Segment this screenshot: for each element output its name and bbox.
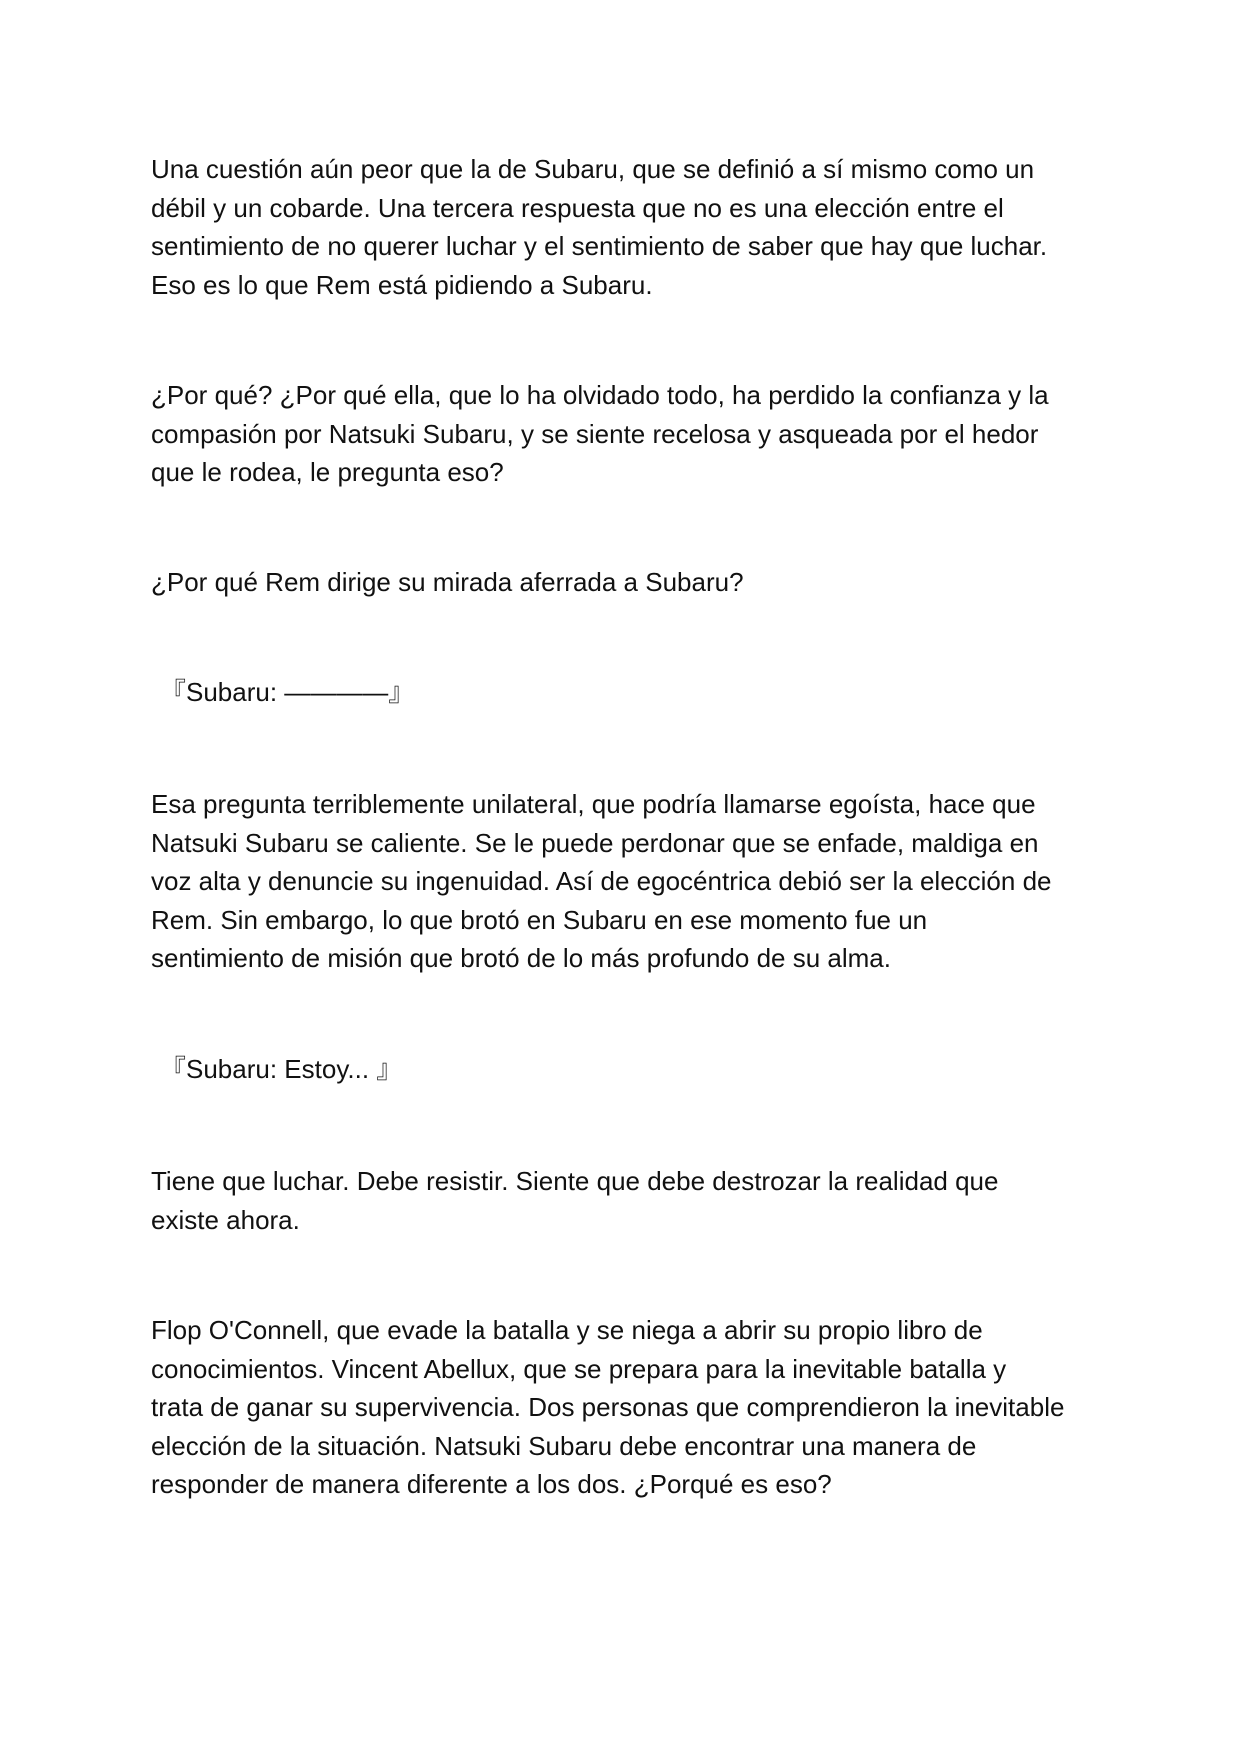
text-line: existe ahora. (151, 1204, 300, 1235)
text-line: elección de la situación. Natsuki Subaru debe encontrar una manera de (151, 1430, 977, 1461)
text-line: Rem. Sin embargo, lo que brotó en Subaru en ese momento fue un (151, 904, 928, 935)
dialogue-line: 『Subaru: Estoy... 』 (160, 1054, 403, 1084)
text-line: débil y un cobarde. Una tercera respuesta que no es una elección entre el (151, 192, 1004, 223)
text-line: compasión por Natsuki Subaru, y se siente recelosa y asqueada por el hedor (151, 418, 1039, 449)
text-line: sentimiento de no querer luchar y el sentimiento de saber que hay que luchar. (151, 231, 1048, 261)
text-line: que le rodea, le pregunta eso? (151, 457, 504, 487)
text-line: conocimientos. Vincent Abellux, que se prepara para la inevitable batalla y (151, 1353, 1007, 1384)
dialogue-line: 『Subaru: ————』 (160, 677, 415, 707)
text-line: trata de ganar su supervivencia. Dos personas que comprendieron la inevitable (151, 1392, 1065, 1422)
text-line: ¿Por qué? ¿Por qué ella, que lo ha olvidado todo, ha perdido la confianza y la (151, 380, 1049, 410)
text-line: responder de manera diferente a los dos. ¿Porqué es eso? (151, 1469, 832, 1499)
text-line: sentimiento de misión que brotó de lo más profundo de su alma. (151, 943, 891, 973)
text-line: Flop O'Connell, que evade la batalla y se niega a abrir su propio libro de (151, 1315, 983, 1345)
text-line: ¿Por qué Rem dirige su mirada aferrada a Subaru? (151, 567, 744, 597)
text-line: Eso es lo que Rem está pidiendo a Subaru. (151, 269, 653, 300)
paragraph (151, 376, 1096, 492)
paragraph (151, 150, 1096, 304)
text-line: Tiene que luchar. Debe resistir. Siente que debe destrozar la realidad que (151, 1166, 999, 1196)
text-line: Una cuestión aún peor que la de Subaru, que se definió a sí mismo como un (151, 154, 1035, 184)
paragraph (151, 563, 1096, 602)
paragraph (151, 1311, 1096, 1504)
paragraph (151, 785, 1096, 978)
text-line: Esa pregunta terriblemente unilateral, que podría llamarse egoísta, hace que (151, 789, 1036, 819)
text-line: voz alta y denuncie su ingenuidad. Así de egocéntrica debió ser la elección de (151, 866, 1052, 896)
paragraph (151, 1162, 1096, 1239)
text-line: Natsuki Subaru se caliente. Se le puede perdonar que se enfade, maldiga en (151, 827, 1039, 858)
